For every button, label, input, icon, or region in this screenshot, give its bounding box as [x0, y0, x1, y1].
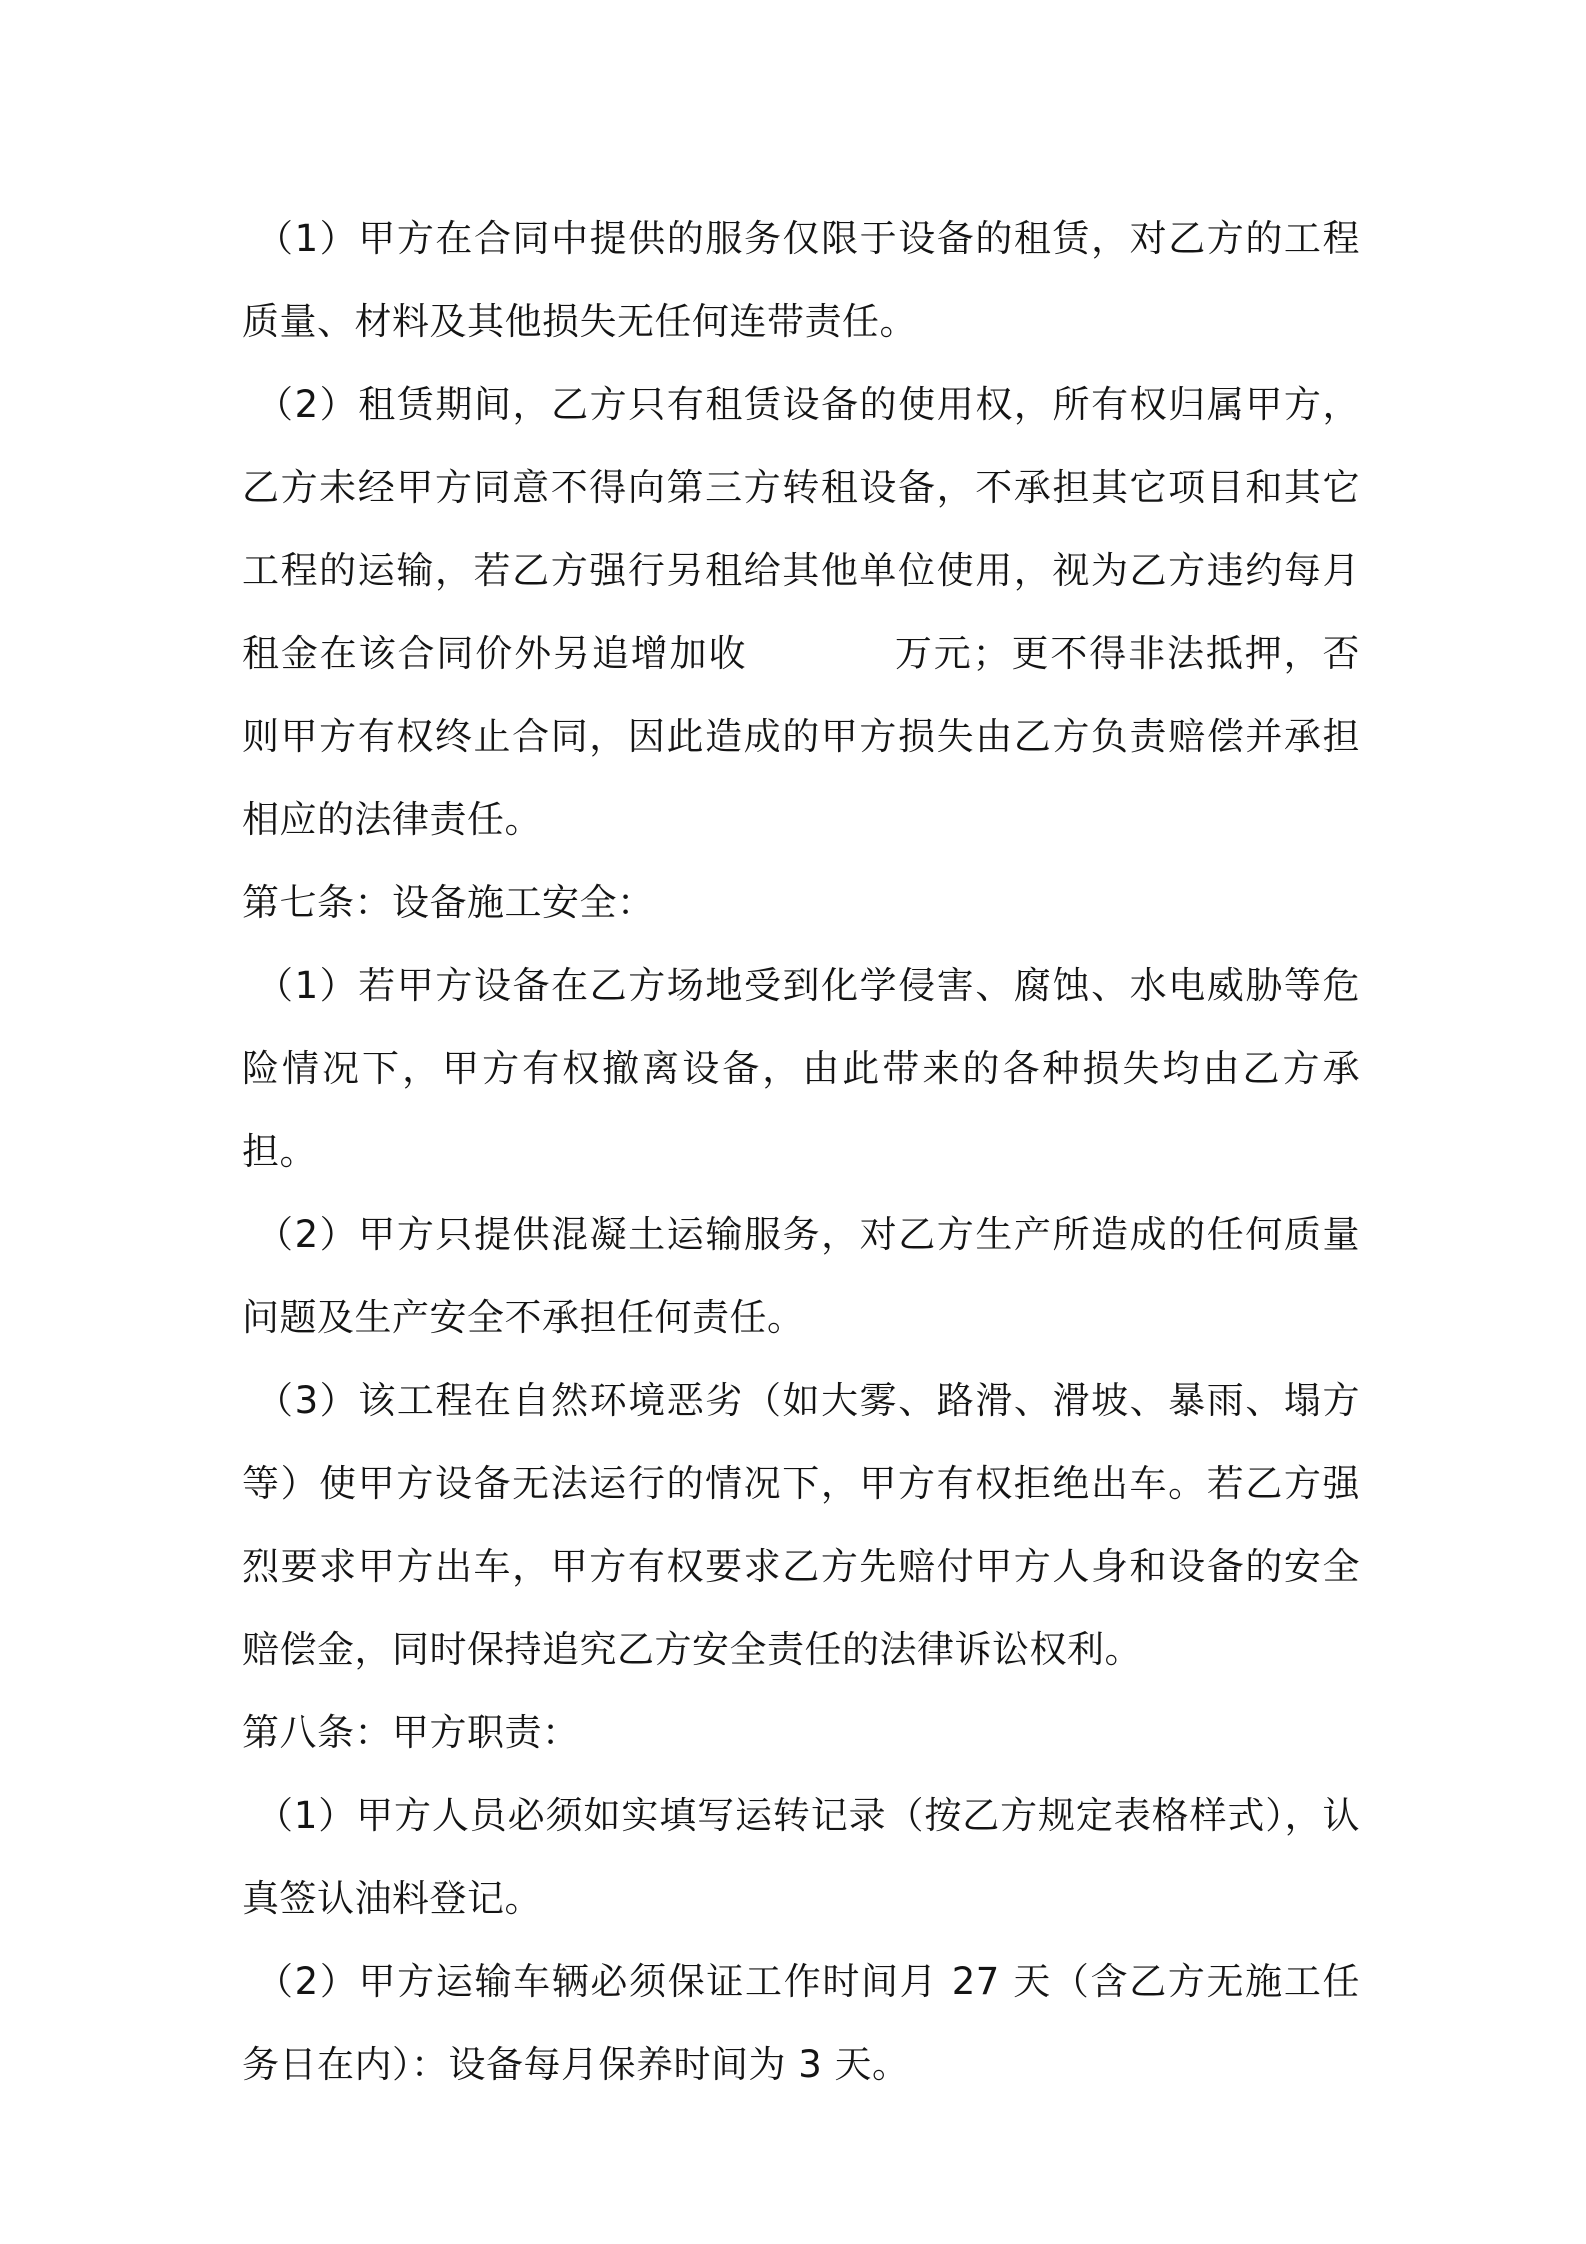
clause-text: （2）租赁期间，乙方只有租赁设备的使用权，所有权归属甲方，乙方未经甲方同意不得向第三方转租设备，不承担其它项目和其它工程的运输，若乙方强行另租给其他单位使用，视为乙方违约每月租金在该合同价外另追增加收 — [242, 383, 1360, 675]
clause-paragraph — [242, 363, 1360, 861]
clause-paragraph: （1）若甲方设备在乙方场地受到化学侵害、腐蚀、水电威胁等危险情况下，甲方有权撤离设备，由此带来的各种损失均由乙方承担。 — [242, 964, 1360, 1173]
clause-text: 万元；更不得非法抵押，否则甲方有权终止合同，因此造成的甲方损失由乙方负责赔偿并承担相应的法律责任。 — [242, 632, 1361, 841]
clause-paragraph: （3）该工程在自然环境恶劣（如大雾、路滑、滑坡、暴雨、塌方等）使甲方设备无法运行的情况下，甲方有权拒绝出车。若乙方强烈要求甲方出车，甲方有权要求乙方先赔付甲方人身和设备的安全赔偿金，同时保持追究乙方安全责任的法律诉讼权利。 — [242, 1379, 1360, 1671]
clause-paragraph: （1）甲方人员必须如实填写运转记录（按乙方规定表格样式），认真签认油料登记。 — [242, 1794, 1360, 1920]
clause-paragraph: （2）甲方运输车辆必须保证工作时间月 27 天（含乙方无施工任务日在内）：设备每月保养时间为 3 天。 — [242, 1960, 1360, 2086]
clause-paragraph: （1）甲方在合同中提供的服务仅限于设备的租赁，对乙方的工程质量、材料及其他损失无任何连带责任。 — [242, 217, 1360, 343]
article-heading: 第七条：设备施工安全： — [242, 881, 655, 924]
document-body — [242, 197, 1360, 2106]
clause-paragraph: （2）甲方只提供混凝土运输服务，对乙方生产所造成的任何质量问题及生产安全不承担任何责任。 — [242, 1213, 1360, 1339]
article-heading: 第八条：甲方职责： — [242, 1711, 580, 1754]
